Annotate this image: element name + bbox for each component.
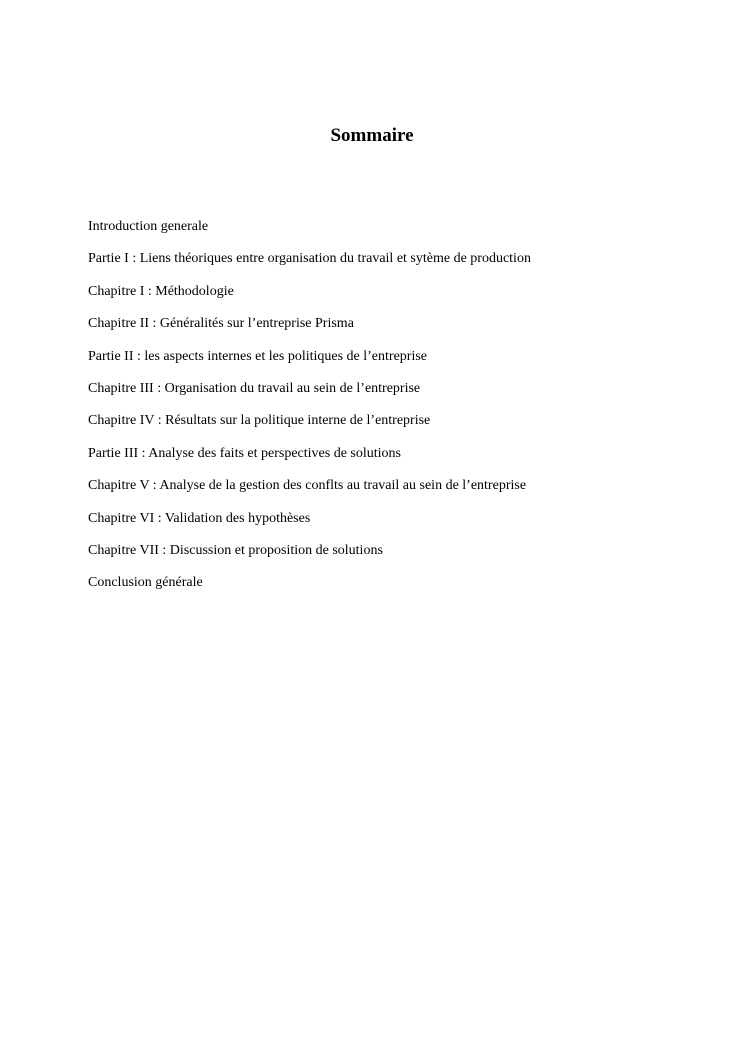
- page-title: Sommaire: [330, 125, 414, 146]
- toc-entry-partie-2: Partie II : les aspects internes et les politiques de l’entreprise: [88, 348, 428, 364]
- toc-entry-chapitre-5: Chapitre V : Analyse de la gestion des conflts au travail au sein de l’entreprise: [88, 478, 527, 494]
- table-of-contents: [88, 217, 688, 606]
- toc-entry-chapitre-3: Chapitre III : Organisation du travail au sein de l’entreprise: [88, 380, 421, 396]
- toc-entry-partie-3: Partie III : Analyse des faits et perspectives de solutions: [88, 445, 401, 461]
- toc-entry-chapitre-7: Chapitre VII : Discussion et proposition de solutions: [88, 542, 383, 558]
- toc-entry-introduction: Introduction generale: [88, 219, 209, 234]
- toc-entry-partie-1: Partie I : Liens théoriques entre organisation du travail et sytème de production: [88, 251, 531, 267]
- toc-entry-conclusion: Conclusion générale: [88, 575, 203, 591]
- toc-entry-chapitre-1: Chapitre I : Méthodologie: [88, 283, 234, 299]
- toc-entry-chapitre-4: Chapitre IV : Résultats sur la politique interne de l’entreprise: [88, 413, 431, 429]
- toc-entry-chapitre-2: Chapitre II : Généralités sur l’entreprise Prisma: [88, 316, 354, 332]
- toc-entry-chapitre-6: Chapitre VI : Validation des hypothèses: [88, 510, 311, 526]
